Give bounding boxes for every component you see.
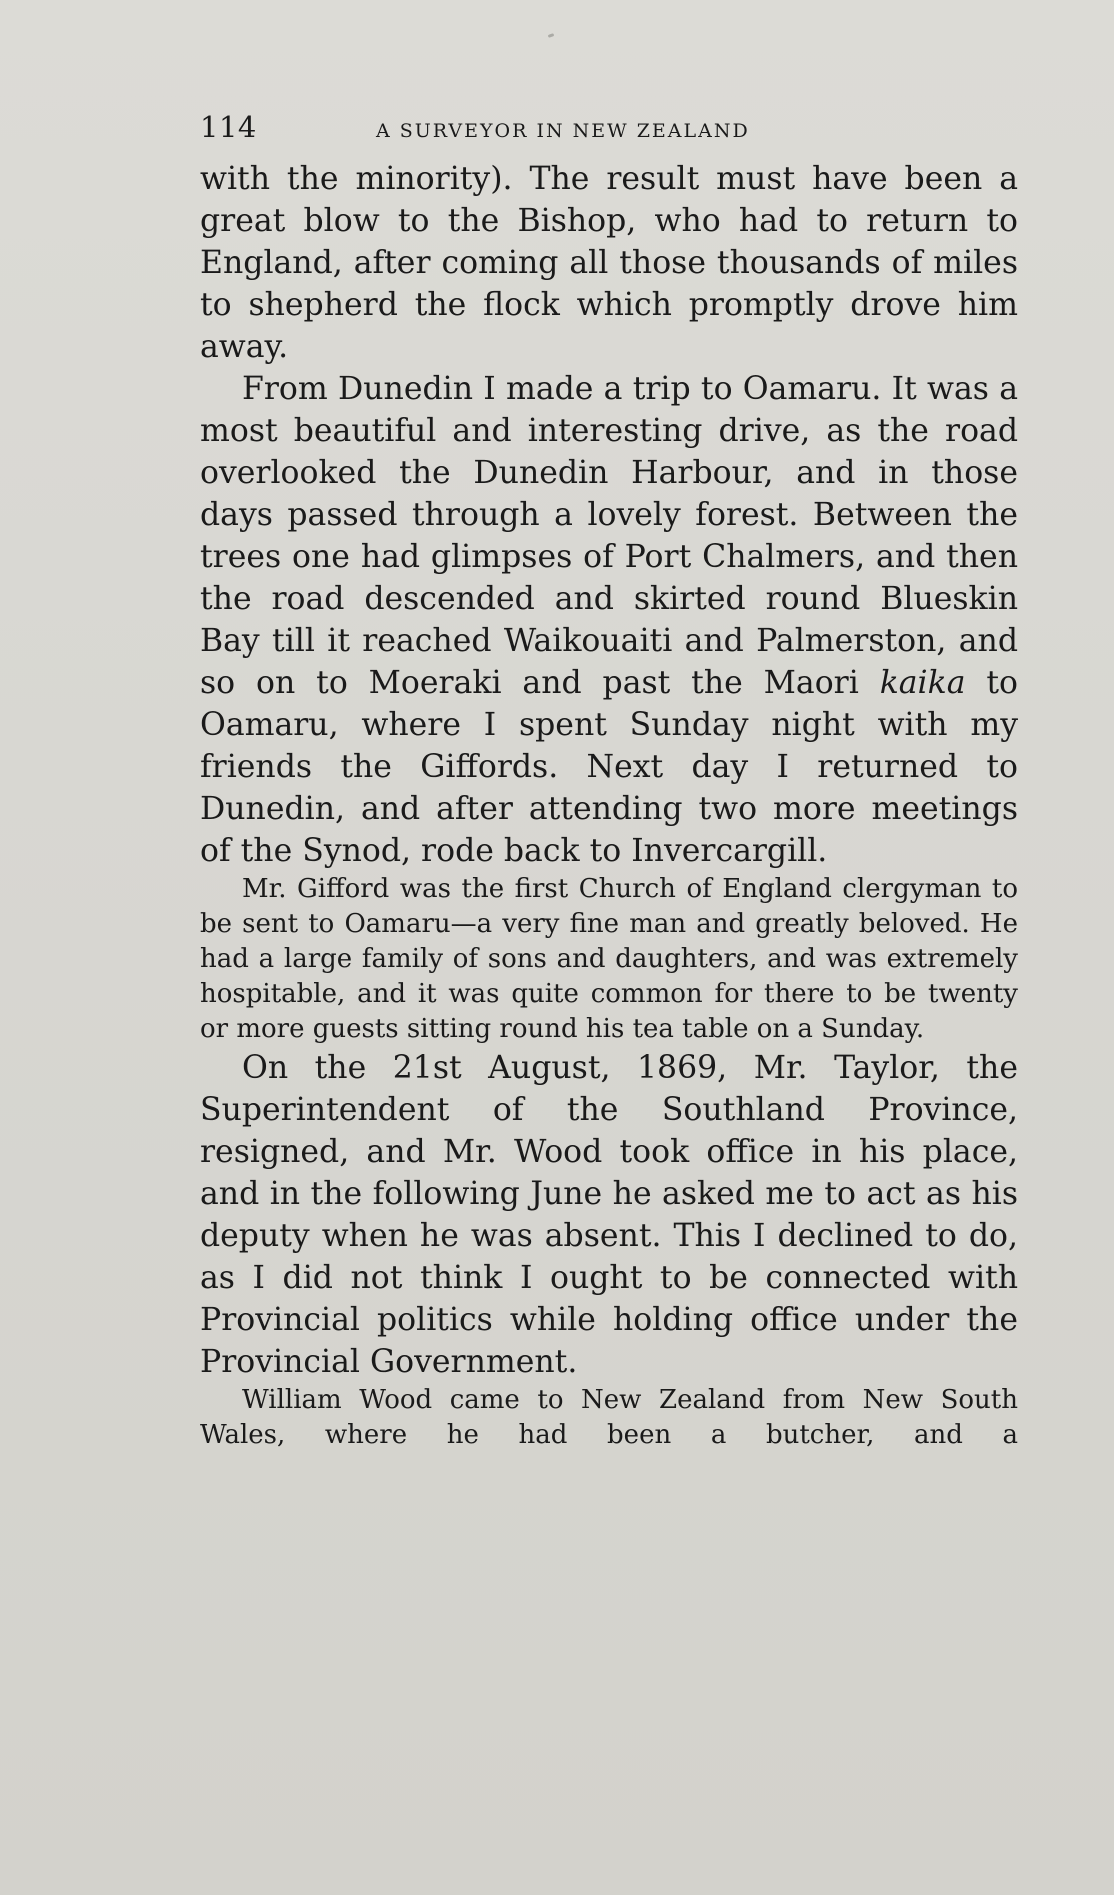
note-william-wood: William Wood came to New Zealand from New South Wales, where he had been a butcher, and a (200, 1385, 1018, 1450)
paragraph-text: From Dunedin I made a trip to Oamaru. It was a most beautiful and interesting drive, as the road overlooked the Dunedin Harbour, and in those days passed through a lovely forest. Between the trees one had glimpses of Port Chalmers, and then the road descended and skirted round Blueskin Bay till it reached Waikouaiti and Palmerston, and so on to Moeraki and past the Maori (200, 371, 1018, 701)
note-gifford: Mr. Gifford was the first Church of England clergyman to be sent to Oamaru—a very fine man and greatly beloved. He had a large family of sons and daughters, and was extremely hospitable, and it was quite common for there to be twenty or more guests sitting round his tea table on a Sunday. (200, 874, 1018, 1044)
paper-mark (548, 33, 555, 38)
paragraph-superintendent: On the 21st August, 1869, Mr. Taylor, the Superintendent of the Southland Province, resigned, and Mr. Wood took office in his place, and in the following June he asked me to act as his deputy when he was absent. This I declined to do, as I did not think I ought to be connected with Provincial politics while holding office under the Provincial Government. (200, 1050, 1018, 1380)
running-header (200, 110, 1018, 158)
book-page (200, 110, 1018, 1453)
page-number: 114 (200, 110, 257, 144)
paragraph-bishop-return: with the minority). The result must have been a great blow to the Bishop, who had to return to England, after coming all those thousands of miles to shepherd the flock which promptly drove him away. (200, 161, 1018, 365)
running-title: A SURVEYOR IN NEW ZEALAND (376, 120, 750, 142)
paragraph-text: to Oamaru, where I spent Sunday night with my friends the Giffords. Next day I returned to Dunedin, and after attending two more meetings of the Synod, rode back to Invercargill. (200, 665, 1019, 869)
paragraph-trip-to-oamaru (200, 368, 1018, 872)
italic-term-kaika: kaika (879, 665, 966, 701)
